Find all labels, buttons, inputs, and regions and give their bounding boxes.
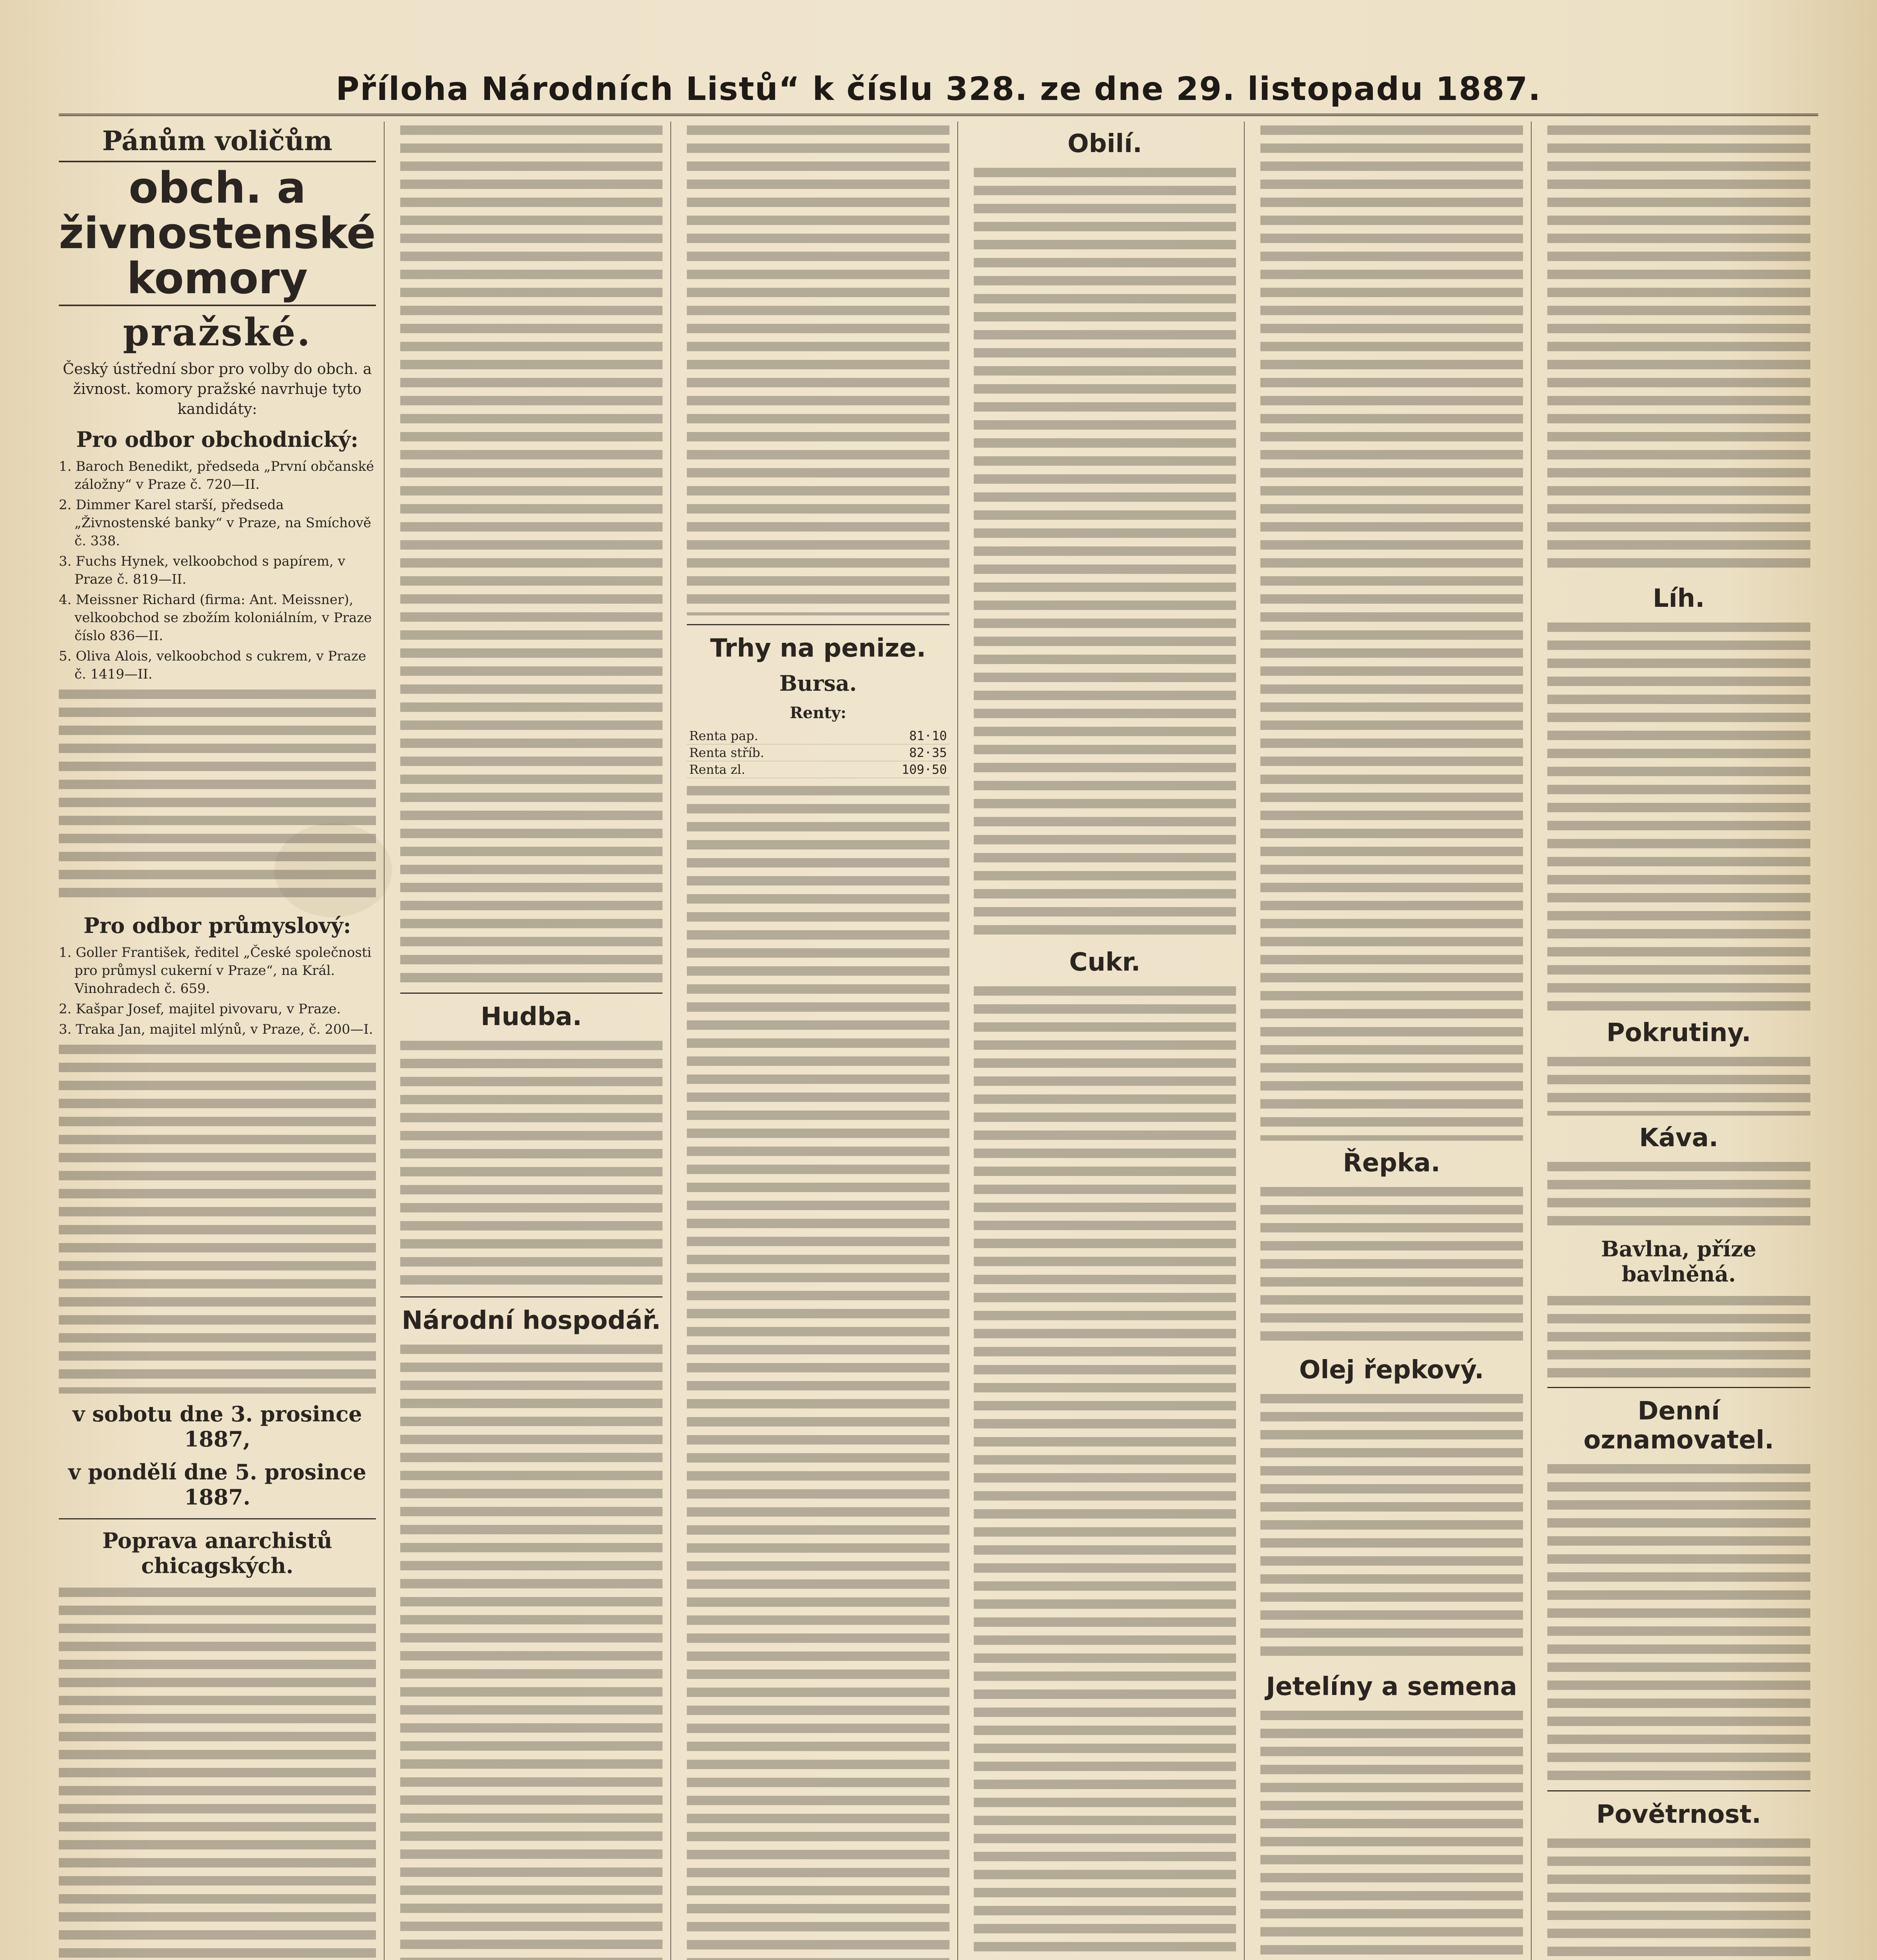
table-row (687, 728, 949, 744)
column-4 (974, 122, 1245, 1960)
section-heading: Jetelíny a semena (1266, 1672, 1517, 1701)
section-heading: Olej řepkový. (1299, 1356, 1484, 1385)
section-heading: Řepka. (1343, 1149, 1441, 1178)
subsection-heading: Bursa. (779, 671, 857, 696)
section-heading: Bavlna, příze bavlněná. (1601, 1236, 1757, 1287)
divider (687, 624, 949, 625)
vote-date-2: v pondělí dne 5. prosince 1887. (68, 1459, 367, 1510)
divider (1547, 1387, 1810, 1388)
section-heading: Pro odbor obchodnický: (76, 427, 359, 452)
table-row (687, 744, 949, 761)
page-title: Příloha Národních Listů“ k číslu 328. ze dne 29. listopadu 1887. (336, 71, 1541, 108)
section-heading: Poprava anarchistů chicagských. (102, 1528, 332, 1579)
price-tables (687, 782, 949, 1960)
article-body (1547, 1292, 1810, 1378)
divider (59, 1518, 376, 1519)
article-body (400, 122, 663, 984)
section-heading: Pokrutiny. (1606, 1018, 1751, 1047)
columns (59, 122, 1818, 1960)
section-heading: Národní hospodář. (401, 1306, 661, 1335)
row-value: 81·10 (848, 728, 949, 744)
masthead-subtitle: Český ústřední sbor pro volby do obch. a živnost. komory pražské navrhuje tyto kandidáty: (63, 360, 372, 418)
article-body (687, 122, 949, 615)
list-item: 2. Dimmer Karel starší, předseda „Živnostenské banky“ v Praze, na Smíchově č. 338. (59, 497, 371, 549)
divider (400, 1296, 663, 1298)
divider (400, 993, 663, 994)
section-heading: Pro odbor průmyslový: (84, 913, 351, 938)
list-item: 1. Baroch Benedikt, předseda „První občanské záložny“ v Praze č. 720—II. (59, 459, 374, 493)
masthead-line-3: pražské. (123, 310, 312, 354)
row-value: 109·50 (848, 761, 949, 778)
column-2 (400, 122, 671, 1960)
section-heading: Povětrnost. (1596, 1800, 1761, 1829)
article-body (1260, 1390, 1523, 1664)
section-heading: Obilí. (1067, 129, 1142, 158)
article-body (59, 1584, 376, 1960)
article-body (1547, 1158, 1810, 1229)
row-value: 82·35 (848, 744, 949, 761)
article-body (1260, 1183, 1523, 1348)
article-body (1547, 1460, 1810, 1782)
masthead-line-2: obch. a živnostenské komory (59, 161, 376, 306)
article-body (1547, 122, 1810, 576)
article-body (1547, 619, 1810, 1011)
table-row (687, 761, 949, 778)
list-item: 1. Goller František, ředitel „České společnosti pro průmysl cukerní v Praze“, na Král. Vinohradech č. 659. (59, 945, 372, 997)
section-heading: Cukr. (1069, 948, 1141, 977)
article-body (974, 982, 1236, 1960)
article-body (974, 164, 1236, 940)
section-heading: Trhy na penize. (710, 634, 926, 663)
list-item: 4. Meissner Richard (firma: Ant. Meissner), velkoobchod se zbožím koloniálním, v Praze číslo 836—II. (59, 592, 372, 644)
section-heading: Denní oznamovatel. (1583, 1397, 1774, 1455)
section-heading: Líh. (1652, 584, 1705, 613)
text-block (59, 1041, 376, 1394)
section-heading: Káva. (1639, 1123, 1719, 1152)
list-item: 2. Kašpar Josef, majitel pivovaru, v Praze. (59, 1001, 341, 1017)
article-body (1260, 122, 1523, 1141)
article-body (1547, 1053, 1810, 1116)
list-item: 3. Traka Jan, majitel mlýnů, v Praze, č. 200—I. (59, 1022, 373, 1038)
page-header (59, 59, 1818, 116)
list-item: 3. Fuchs Hynek, velkoobchod s papírem, v Praze č. 819—II. (59, 554, 345, 588)
article-body (400, 1037, 663, 1288)
row-label: Renta pap. (687, 728, 848, 744)
column-1 (59, 122, 385, 1960)
vote-date-1: v sobotu dne 3. prosince 1887, (73, 1401, 362, 1452)
column-5 (1260, 122, 1531, 1960)
election-masthead (59, 125, 376, 354)
weather-table (1547, 1835, 1810, 1960)
list-item: 5. Oliva Alois, velkoobchod s cukrem, v Praze č. 1419—II. (59, 648, 366, 682)
column-3 (687, 122, 958, 1960)
row-label: Renta stříb. (687, 744, 848, 761)
table-title: Renty: (790, 704, 846, 722)
row-label: Renta zl. (687, 761, 848, 778)
text-block (59, 686, 376, 905)
section-heading: Hudba. (481, 1002, 582, 1031)
article-body (1260, 1707, 1523, 1960)
rates-table (687, 728, 949, 778)
column-6 (1547, 122, 1818, 1960)
article-body (400, 1341, 663, 1960)
masthead-line-1: Pánům voličům (102, 125, 332, 157)
divider (1547, 1790, 1810, 1791)
